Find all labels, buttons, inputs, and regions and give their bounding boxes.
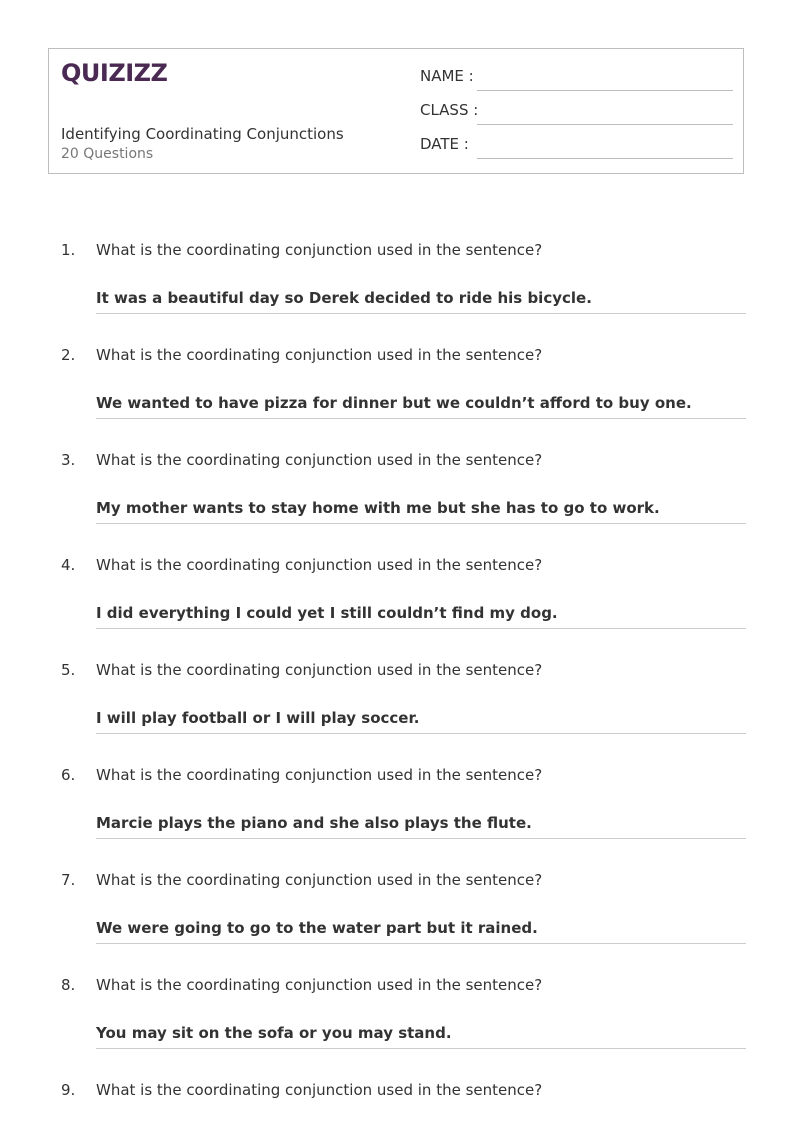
question-item — [0, 661, 794, 751]
class-field[interactable] — [420, 101, 733, 125]
quizizz-logo: QUIZIZZ — [61, 59, 168, 87]
question-item — [0, 766, 794, 856]
question-item — [0, 556, 794, 646]
question-prompt: What is the coordinating conjunction used in the sentence? — [96, 976, 543, 994]
class-line — [477, 124, 733, 125]
answer-line[interactable] — [96, 313, 746, 314]
worksheet-title: Identifying Coordinating Conjunctions — [61, 125, 344, 143]
date-label: DATE : — [420, 135, 469, 153]
question-number: 8. — [61, 976, 76, 994]
question-item — [0, 241, 794, 331]
question-number: 6. — [61, 766, 76, 784]
question-sentence: I will play football or I will play soccer. — [96, 709, 420, 727]
question-sentence: It was a beautiful day so Derek decided to ride his bicycle. — [96, 289, 592, 307]
question-item — [0, 871, 794, 961]
question-prompt: What is the coordinating conjunction used in the sentence? — [96, 451, 543, 469]
question-prompt: What is the coordinating conjunction used in the sentence? — [96, 871, 543, 889]
date-line — [477, 158, 733, 159]
question-sentence: We were going to go to the water part but it rained. — [96, 919, 538, 937]
question-prompt: What is the coordinating conjunction used in the sentence? — [96, 241, 543, 259]
worksheet-header — [48, 48, 744, 174]
name-label: NAME : — [420, 67, 474, 85]
answer-line[interactable] — [96, 838, 746, 839]
question-number: 2. — [61, 346, 76, 364]
question-item — [0, 346, 794, 436]
question-item — [0, 451, 794, 541]
question-sentence: My mother wants to stay home with me but she has to go to work. — [96, 499, 660, 517]
question-number: 4. — [61, 556, 76, 574]
question-number: 5. — [61, 661, 76, 679]
question-prompt: What is the coordinating conjunction used in the sentence? — [96, 346, 543, 364]
question-item — [0, 976, 794, 1066]
question-prompt: What is the coordinating conjunction used in the sentence? — [96, 556, 543, 574]
question-number: 1. — [61, 241, 76, 259]
answer-line[interactable] — [96, 628, 746, 629]
class-label: CLASS : — [420, 101, 479, 119]
question-number: 7. — [61, 871, 76, 889]
question-sentence: Marcie plays the piano and she also plays the flute. — [96, 814, 532, 832]
question-prompt: What is the coordinating conjunction used in the sentence? — [96, 661, 543, 679]
question-prompt: What is the coordinating conjunction used in the sentence? — [96, 766, 543, 784]
question-item — [0, 1081, 794, 1111]
question-prompt: What is the coordinating conjunction used in the sentence? — [96, 1081, 543, 1099]
answer-line[interactable] — [96, 523, 746, 524]
answer-line[interactable] — [96, 943, 746, 944]
date-field[interactable] — [420, 135, 733, 159]
name-field[interactable] — [420, 67, 733, 91]
answer-line[interactable] — [96, 733, 746, 734]
question-number: 9. — [61, 1081, 76, 1099]
question-sentence: You may sit on the sofa or you may stand. — [96, 1024, 452, 1042]
answer-line[interactable] — [96, 418, 746, 419]
name-line — [477, 90, 733, 91]
answer-line[interactable] — [96, 1048, 746, 1049]
question-count: 20 Questions — [61, 146, 154, 162]
question-sentence: We wanted to have pizza for dinner but we couldn’t afford to buy one. — [96, 394, 692, 412]
question-number: 3. — [61, 451, 76, 469]
question-sentence: I did everything I could yet I still couldn’t find my dog. — [96, 604, 558, 622]
